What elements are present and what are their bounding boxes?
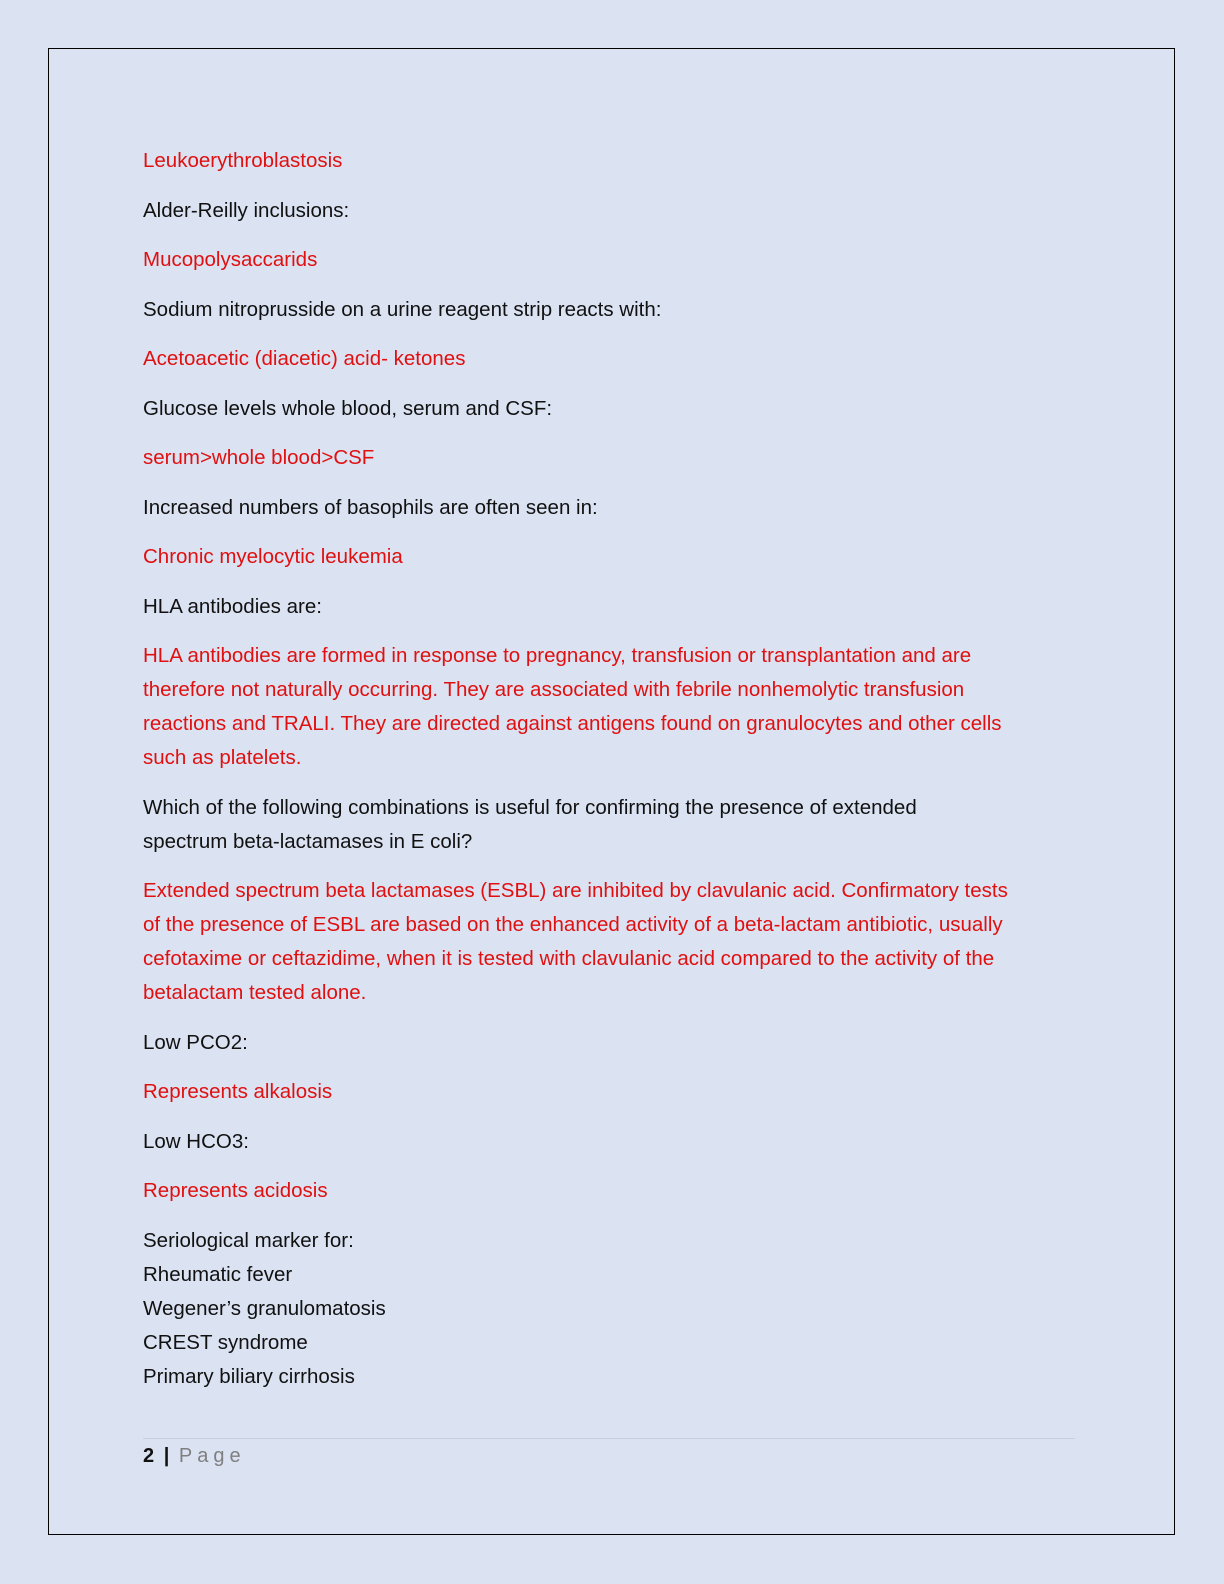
text-line: reactions and TRALI. They are directed against antigens found on granulocytes and other cells <box>143 712 1002 735</box>
text-line: Rheumatic fever <box>143 1262 293 1286</box>
text-line: Which of the following combinations is useful for confirming the presence of extended <box>143 795 917 819</box>
text-line: HLA antibodies are formed in response to pregnancy, transfusion or transplantation and are <box>143 644 972 667</box>
question-paragraph <box>143 293 1083 327</box>
answer-paragraph <box>143 243 1083 277</box>
question-paragraph <box>143 1224 1083 1394</box>
text-line: Low HCO3: <box>143 1129 249 1153</box>
text-line: Seriological marker for: <box>143 1228 354 1252</box>
answer-paragraph <box>143 144 1083 178</box>
question-paragraph <box>143 791 1083 859</box>
question-paragraph <box>143 491 1083 525</box>
answer-paragraph <box>143 874 1083 1010</box>
text-line: betalactam tested alone. <box>143 981 367 1004</box>
page-label: Page <box>178 1445 246 1467</box>
question-paragraph <box>143 590 1083 624</box>
text-line: Increased numbers of basophils are often seen in: <box>143 495 598 519</box>
page-number: 2 <box>143 1445 155 1467</box>
text-line: Acetoacetic (diacetic) acid- ketones <box>143 347 466 370</box>
text-line: Leukoerythroblastosis <box>143 149 343 172</box>
page-footer <box>143 1438 1075 1469</box>
question-paragraph <box>143 1125 1083 1159</box>
text-line: Represents alkalosis <box>143 1080 333 1103</box>
document-body <box>143 144 1083 1409</box>
text-line: Low PCO2: <box>143 1030 248 1054</box>
text-line: HLA antibodies are: <box>143 594 322 618</box>
text-line: Glucose levels whole blood, serum and CSF: <box>143 396 553 420</box>
answer-paragraph <box>143 441 1083 475</box>
question-paragraph <box>143 392 1083 426</box>
question-paragraph <box>143 194 1083 228</box>
text-line: therefore not naturally occurring. They are associated with febrile nonhemolytic transfusion <box>143 678 965 701</box>
answer-paragraph <box>143 639 1083 775</box>
answer-paragraph <box>143 1075 1083 1109</box>
text-line: Represents acidosis <box>143 1179 328 1202</box>
text-line: Primary biliary cirrhosis <box>143 1364 355 1388</box>
text-line: Wegener’s granulomatosis <box>143 1296 386 1320</box>
text-line: of the presence of ESBL are based on the enhanced activity of a beta-lactam antibiotic, usually <box>143 913 1003 936</box>
footer-separator: | <box>163 1445 170 1467</box>
question-paragraph <box>143 1026 1083 1060</box>
answer-paragraph <box>143 342 1083 376</box>
text-line: spectrum beta-lactamases in E coli? <box>143 829 473 853</box>
text-line: Extended spectrum beta lactamases (ESBL) are inhibited by clavulanic acid. Confirmatory tests <box>143 879 1008 902</box>
text-line: Chronic myelocytic leukemia <box>143 545 403 568</box>
text-line: serum>whole blood>CSF <box>143 446 375 469</box>
answer-paragraph <box>143 540 1083 574</box>
text-line: Sodium nitroprusside on a urine reagent strip reacts with: <box>143 297 662 321</box>
text-line: Alder-Reilly inclusions: <box>143 198 350 222</box>
text-line: such as platelets. <box>143 746 302 769</box>
text-line: CREST syndrome <box>143 1330 308 1354</box>
answer-paragraph <box>143 1174 1083 1208</box>
text-line: cefotaxime or ceftazidime, when it is tested with clavulanic acid compared to the activity of the <box>143 947 995 970</box>
text-line: Mucopolysaccarids <box>143 248 318 271</box>
